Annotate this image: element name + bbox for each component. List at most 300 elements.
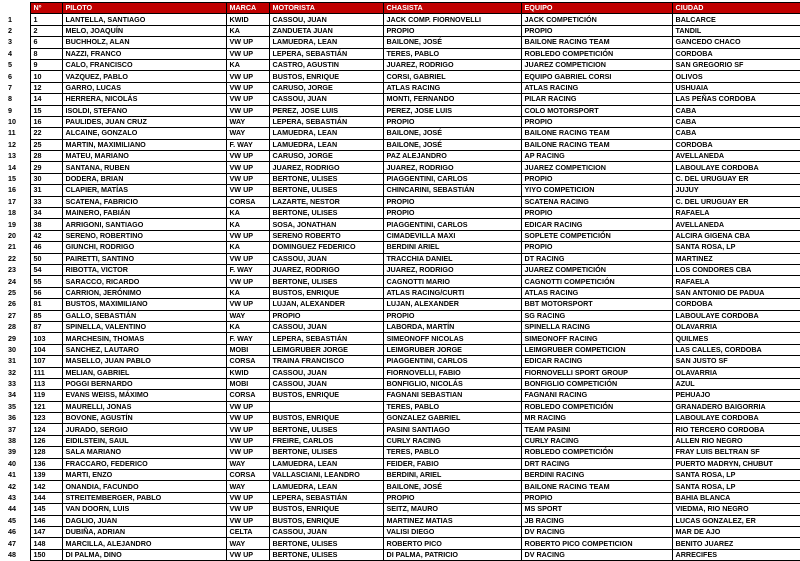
car-number-cell: 144 xyxy=(30,492,62,503)
row-index-cell: 6 xyxy=(8,71,12,81)
pilot-name-cell: ALCAINE, GONZALO xyxy=(62,128,226,139)
row-index-cell: 2 xyxy=(8,25,12,35)
team-name-cell: JUAREZ COMPETICIÓN xyxy=(521,264,672,275)
city-cell: MARTINEZ xyxy=(672,253,800,264)
table-body xyxy=(0,14,800,561)
car-number-cell: 15 xyxy=(30,105,62,116)
row-index-cell: 11 xyxy=(8,128,16,138)
engine-builder-cell: CASTRO, AGUSTIN xyxy=(269,59,383,70)
car-number-cell: 34 xyxy=(30,208,62,219)
team-name-cell: DRT RACING xyxy=(521,458,672,469)
car-brand-cell: CORSA xyxy=(226,470,269,481)
car-brand-cell: VW UP xyxy=(226,401,269,412)
city-cell: LAS CALLES, CORDOBA xyxy=(672,344,800,355)
pilot-name-cell: STREITEMBERGER, PABLO xyxy=(62,492,226,503)
table-row xyxy=(0,310,800,321)
engine-builder-cell: PROPIO xyxy=(269,310,383,321)
pilot-name-cell: SANCHEZ, LAUTARO xyxy=(62,344,226,355)
engine-builder-cell: SERENO ROBERTO xyxy=(269,230,383,241)
chassis-builder-cell: LABORDA, MARTÍN xyxy=(383,321,521,332)
city-cell: AVELLANEDA xyxy=(672,219,800,230)
row-index-cell: 48 xyxy=(8,549,16,559)
table-row xyxy=(0,151,800,162)
chassis-builder-cell: JUAREZ, RODRIGO xyxy=(383,264,521,275)
pilot-name-cell: MATEU, MARIANO xyxy=(62,151,226,162)
team-name-cell: BAILONE RACING TEAM xyxy=(521,37,672,48)
chassis-builder-cell: LEIMGRUBER JORGE xyxy=(383,344,521,355)
engine-builder-cell: CASSOU, JUAN xyxy=(269,94,383,105)
car-number-cell: 8 xyxy=(30,48,62,59)
city-cell: JUJUY xyxy=(672,185,800,196)
team-name-cell: CURLY RACING xyxy=(521,435,672,446)
row-index-cell: 31 xyxy=(8,356,16,366)
table-row xyxy=(0,515,800,526)
team-name-cell: ROBERTO PICO COMPETICION xyxy=(521,538,672,549)
chassis-builder-cell: ROBERTO PICO xyxy=(383,538,521,549)
pilot-name-cell: LANTELLA, SANTIAGO xyxy=(62,14,226,25)
city-cell: AVELLANEDA xyxy=(672,151,800,162)
car-brand-cell: VW UP xyxy=(226,151,269,162)
pilot-name-cell: BUSTOS, MAXIMILIANO xyxy=(62,299,226,310)
car-brand-cell: MOBI xyxy=(226,344,269,355)
pilot-name-cell: PAULIDES, JUAN CRUZ xyxy=(62,116,226,127)
engine-builder-cell: VALLASCIANI, LEANDRO xyxy=(269,470,383,481)
engine-builder-cell: BERTONE, ULISES xyxy=(269,424,383,435)
chassis-builder-cell: PROPIO xyxy=(383,196,521,207)
car-brand-cell: WAY xyxy=(226,538,269,549)
row-index-cell: 38 xyxy=(8,436,16,446)
city-cell: C. DEL URUGUAY ER xyxy=(672,173,800,184)
engine-builder-cell: LEIMGRUBER JORGE xyxy=(269,344,383,355)
table-row xyxy=(0,549,800,560)
row-index-cell: 26 xyxy=(8,299,16,309)
col-header-number: Nº xyxy=(30,3,62,14)
engine-builder-cell: LAZARTE, NESTOR xyxy=(269,196,383,207)
car-brand-cell: WAY xyxy=(226,128,269,139)
city-cell: LABOULAYE CORDOBA xyxy=(672,413,800,424)
row-index-cell: 28 xyxy=(8,322,16,332)
car-number-cell: 42 xyxy=(30,230,62,241)
pilot-name-cell: MARTI, ENZO xyxy=(62,470,226,481)
table-row xyxy=(0,242,800,253)
city-cell: RAFAELA xyxy=(672,208,800,219)
row-index-cell: 45 xyxy=(8,515,16,525)
team-name-cell: BBT MOTORSPORT xyxy=(521,299,672,310)
table-row xyxy=(0,356,800,367)
engine-builder-cell: CASSOU, JUAN xyxy=(269,253,383,264)
pilot-name-cell: MARTIN, MAXIMILIANO xyxy=(62,139,226,150)
table-row xyxy=(0,71,800,82)
chassis-builder-cell: CHINCARINI, SEBASTIÁN xyxy=(383,185,521,196)
engine-builder-cell: PEREZ, JOSE LUIS xyxy=(269,105,383,116)
col-header-city: CIUDAD xyxy=(672,3,800,14)
engine-builder-cell: CASSOU, JUAN xyxy=(269,367,383,378)
city-cell: ALLEN RIO NEGRO xyxy=(672,435,800,446)
team-name-cell: COLO MOTORSPORT xyxy=(521,105,672,116)
team-name-cell: PROPIO xyxy=(521,242,672,253)
engine-builder-cell: BUSTOS, ENRIQUE xyxy=(269,515,383,526)
chassis-builder-cell: TERES, PABLO xyxy=(383,48,521,59)
team-name-cell: SG RACING xyxy=(521,310,672,321)
city-cell: SANTA ROSA, LP xyxy=(672,242,800,253)
car-brand-cell: VW UP xyxy=(226,253,269,264)
city-cell: SANTA ROSA, LP xyxy=(672,470,800,481)
engine-builder-cell: BERTONE, ULISES xyxy=(269,538,383,549)
pilot-name-cell: DI PALMA, DINO xyxy=(62,549,226,560)
table-row xyxy=(0,424,800,435)
city-cell: RIO TERCERO CORDOBA xyxy=(672,424,800,435)
city-cell: CORDOBA xyxy=(672,48,800,59)
pilot-name-cell: MAURELLI, JONAS xyxy=(62,401,226,412)
engine-builder-cell: LAMUEDRA, LEAN xyxy=(269,481,383,492)
pilot-name-cell: POGGI BERNARDO xyxy=(62,378,226,389)
city-cell: SAN GREGORIO SF xyxy=(672,59,800,70)
row-index-cell: 34 xyxy=(8,390,16,400)
table-row xyxy=(0,390,800,401)
team-name-cell: PROPIO xyxy=(521,492,672,503)
engine-builder-cell: DOMINGUEZ FEDERICO xyxy=(269,242,383,253)
car-brand-cell: VW UP xyxy=(226,492,269,503)
engine-builder-cell: BUSTOS, ENRIQUE xyxy=(269,390,383,401)
city-cell: RAFAELA xyxy=(672,276,800,287)
car-brand-cell: KA xyxy=(226,59,269,70)
chassis-builder-cell: PROPIO xyxy=(383,492,521,503)
car-number-cell: 124 xyxy=(30,424,62,435)
city-cell: LOS CONDORES CBA xyxy=(672,264,800,275)
team-name-cell: JACK COMPETICIÓN xyxy=(521,14,672,25)
car-number-cell: 150 xyxy=(30,549,62,560)
car-number-cell: 128 xyxy=(30,447,62,458)
col-header-team: EQUIPO xyxy=(521,3,672,14)
chassis-builder-cell: PIAGGENTINI, CARLOS xyxy=(383,173,521,184)
car-number-cell: 1 xyxy=(30,14,62,25)
team-name-cell: SPINELLA RACING xyxy=(521,321,672,332)
car-number-cell: 145 xyxy=(30,504,62,515)
entry-table xyxy=(0,2,800,561)
city-cell: GANCEDO CHACO xyxy=(672,37,800,48)
chassis-builder-cell: BAILONE, JOSÉ xyxy=(383,128,521,139)
engine-builder-cell: BERTONE, ULISES xyxy=(269,208,383,219)
row-index-cell: 7 xyxy=(8,82,12,92)
table-row xyxy=(0,276,800,287)
city-cell: C. DEL URUGUAY ER xyxy=(672,196,800,207)
row-index-cell: 24 xyxy=(8,276,16,286)
city-cell: CABA xyxy=(672,105,800,116)
car-brand-cell: CELTA xyxy=(226,526,269,537)
row-index-cell: 46 xyxy=(8,527,16,537)
table-row xyxy=(0,264,800,275)
table-row xyxy=(0,219,800,230)
city-cell: LABOULAYE CORDOBA xyxy=(672,162,800,173)
chassis-builder-cell: BERDINI, ARIEL xyxy=(383,470,521,481)
city-cell: VIEDMA, RIO NEGRO xyxy=(672,504,800,515)
city-cell: OLAVARRIA xyxy=(672,367,800,378)
team-name-cell: DV RACING xyxy=(521,526,672,537)
pilot-name-cell: NAZZI, FRANCO xyxy=(62,48,226,59)
car-number-cell: 56 xyxy=(30,287,62,298)
chassis-builder-cell: MARTINEZ MATIAS xyxy=(383,515,521,526)
row-index-cell: 10 xyxy=(8,117,16,127)
chassis-builder-cell: PROPIO xyxy=(383,208,521,219)
car-number-cell: 29 xyxy=(30,162,62,173)
row-index-cell: 14 xyxy=(8,162,16,172)
car-brand-cell: KA xyxy=(226,219,269,230)
pilot-name-cell: GARRO, LUCAS xyxy=(62,82,226,93)
car-brand-cell: KA xyxy=(226,242,269,253)
engine-builder-cell: CASSOU, JUAN xyxy=(269,321,383,332)
team-name-cell: BERDINI RACING xyxy=(521,470,672,481)
car-brand-cell: WAY xyxy=(226,458,269,469)
team-name-cell: PROPIO xyxy=(521,25,672,36)
engine-builder-cell: LAMUEDRA, LEAN xyxy=(269,128,383,139)
pilot-name-cell: MARCHESIN, THOMAS xyxy=(62,333,226,344)
city-cell: SANTA ROSA, LP xyxy=(672,481,800,492)
col-header-chassis-builder: CHASISTA xyxy=(383,3,521,14)
team-name-cell: ATLAS RACING xyxy=(521,287,672,298)
car-brand-cell: VW UP xyxy=(226,185,269,196)
car-brand-cell: VW UP xyxy=(226,48,269,59)
city-cell: USHUAIA xyxy=(672,82,800,93)
row-index-cell: 29 xyxy=(8,333,16,343)
car-brand-cell: VW UP xyxy=(226,230,269,241)
team-name-cell: BONFIGLIO COMPETICIÓN xyxy=(521,378,672,389)
car-number-cell: 6 xyxy=(30,37,62,48)
car-brand-cell: KWID xyxy=(226,367,269,378)
col-header-pilot: PILOTO xyxy=(62,3,226,14)
row-index-cell: 25 xyxy=(8,287,16,297)
chassis-builder-cell: ATLAS RACING xyxy=(383,82,521,93)
city-cell: AZUL xyxy=(672,378,800,389)
chassis-builder-cell: CURLY RACING xyxy=(383,435,521,446)
row-index-cell: 19 xyxy=(8,219,16,229)
car-number-cell: 85 xyxy=(30,310,62,321)
car-brand-cell: KA xyxy=(226,208,269,219)
chassis-builder-cell: JUAREZ, RODRIGO xyxy=(383,162,521,173)
car-number-cell: 50 xyxy=(30,253,62,264)
pilot-name-cell: DUBIÑA, ADRIAN xyxy=(62,526,226,537)
row-index-cell: 9 xyxy=(8,105,12,115)
city-cell: LUCAS GONZALEZ, ER xyxy=(672,515,800,526)
car-brand-cell: KA xyxy=(226,287,269,298)
table-row xyxy=(0,526,800,537)
car-brand-cell: F. WAY xyxy=(226,264,269,275)
engine-builder-cell: LUJAN, ALEXANDER xyxy=(269,299,383,310)
car-brand-cell: VW UP xyxy=(226,71,269,82)
city-cell: CORDOBA xyxy=(672,139,800,150)
engine-builder-cell: BUSTOS, ENRIQUE xyxy=(269,71,383,82)
chassis-builder-cell: BERDINI ARIEL xyxy=(383,242,521,253)
chassis-builder-cell: FAGNANI SEBASTIAN xyxy=(383,390,521,401)
engine-builder-cell: LAMUEDRA, LEAN xyxy=(269,139,383,150)
car-number-cell: 28 xyxy=(30,151,62,162)
engine-builder-cell: CASSOU, JUAN xyxy=(269,378,383,389)
row-index-cell: 44 xyxy=(8,504,16,514)
engine-builder-cell: BUSTOS, ENRIQUE xyxy=(269,413,383,424)
chassis-builder-cell: BAILONE, JOSÉ xyxy=(383,37,521,48)
car-number-cell: 14 xyxy=(30,94,62,105)
car-number-cell: 126 xyxy=(30,435,62,446)
engine-builder-cell: LEPERA, SEBASTIÁN xyxy=(269,116,383,127)
chassis-builder-cell: PROPIO xyxy=(383,116,521,127)
engine-builder-cell: BERTONE, ULISES xyxy=(269,173,383,184)
row-index-cell: 3 xyxy=(8,37,12,47)
team-name-cell: ROBLEDO COMPETICIÓN xyxy=(521,447,672,458)
engine-builder-cell: LAMUEDRA, LEAN xyxy=(269,37,383,48)
city-cell: TANDIL xyxy=(672,25,800,36)
city-cell: FRAY LUIS BELTRAN SF xyxy=(672,447,800,458)
chassis-builder-cell: JACK COMP. FIORNOVELLI xyxy=(383,14,521,25)
car-brand-cell: VW UP xyxy=(226,82,269,93)
col-header-engine-builder: MOTORISTA xyxy=(269,3,383,14)
table-row xyxy=(0,470,800,481)
table-row xyxy=(0,94,800,105)
row-index-cell: 15 xyxy=(8,174,16,184)
car-brand-cell: WAY xyxy=(226,310,269,321)
team-name-cell: SCATENA RACING xyxy=(521,196,672,207)
engine-builder-cell: CASSOU, JUAN xyxy=(269,14,383,25)
chassis-builder-cell: CAGNOTTI MARIO xyxy=(383,276,521,287)
engine-builder-cell: LAMUEDRA, LEAN xyxy=(269,458,383,469)
table-row xyxy=(0,173,800,184)
city-cell: OLAVARRIA xyxy=(672,321,800,332)
team-name-cell: DT RACING xyxy=(521,253,672,264)
car-number-cell: 87 xyxy=(30,321,62,332)
table-row xyxy=(0,25,800,36)
car-number-cell: 33 xyxy=(30,196,62,207)
team-name-cell: AP RACING xyxy=(521,151,672,162)
car-number-cell: 10 xyxy=(30,71,62,82)
team-name-cell: FIORNOVELLI SPORT GROUP xyxy=(521,367,672,378)
row-index-cell: 39 xyxy=(8,447,16,457)
chassis-builder-cell: TRACCHIA DANIEL xyxy=(383,253,521,264)
chassis-builder-cell: ATLAS RACING/CURTI xyxy=(383,287,521,298)
engine-builder-cell: LEPERA, SEBASTIÁN xyxy=(269,492,383,503)
table-row xyxy=(0,162,800,173)
engine-builder-cell: BUSTOS, ENRIQUE xyxy=(269,287,383,298)
engine-builder-cell: JUAREZ, RODRIGO xyxy=(269,264,383,275)
car-number-cell: 121 xyxy=(30,401,62,412)
table-row xyxy=(0,139,800,150)
team-name-cell: BAILONE RACING TEAM xyxy=(521,139,672,150)
pilot-name-cell: SANTANA, RUBEN xyxy=(62,162,226,173)
team-name-cell: MR RACING xyxy=(521,413,672,424)
car-brand-cell: KWID xyxy=(226,14,269,25)
car-brand-cell: VW UP xyxy=(226,549,269,560)
car-number-cell: 147 xyxy=(30,526,62,537)
engine-builder-cell: CARUSO, JORGE xyxy=(269,151,383,162)
car-number-cell: 139 xyxy=(30,470,62,481)
engine-builder-cell: CARUSO, JORGE xyxy=(269,82,383,93)
pilot-name-cell: PAIRETTI, SANTINO xyxy=(62,253,226,264)
car-number-cell: 142 xyxy=(30,481,62,492)
table-row xyxy=(0,413,800,424)
engine-builder-cell: BERTONE, ULISES xyxy=(269,447,383,458)
pilot-name-cell: DAGLIO, JUAN xyxy=(62,515,226,526)
car-brand-cell: CORSA xyxy=(226,390,269,401)
pilot-name-cell: VAZQUEZ, PABLO xyxy=(62,71,226,82)
pilot-name-cell: CALO, FRANCISCO xyxy=(62,59,226,70)
city-cell: PUERTO MADRYN, CHUBUT xyxy=(672,458,800,469)
row-index-cell: 1 xyxy=(8,14,12,24)
chassis-builder-cell: BAILONE, JOSÉ xyxy=(383,481,521,492)
city-cell: SAN JUSTO SF xyxy=(672,356,800,367)
team-name-cell: JUAREZ COMPETICION xyxy=(521,162,672,173)
city-cell: BENITO JUAREZ xyxy=(672,538,800,549)
row-index-cell: 27 xyxy=(8,310,16,320)
chassis-builder-cell: TERES, PABLO xyxy=(383,447,521,458)
city-cell: GRANADERO BAIGORRIA xyxy=(672,401,800,412)
car-number-cell: 107 xyxy=(30,356,62,367)
row-index-cell: 13 xyxy=(8,151,16,161)
pilot-name-cell: ARRIGONI, SANTIAGO xyxy=(62,219,226,230)
table-row xyxy=(0,299,800,310)
team-name-cell: TEAM PASINI xyxy=(521,424,672,435)
team-name-cell: FAGNANI RACING xyxy=(521,390,672,401)
row-index-cell: 32 xyxy=(8,367,16,377)
car-number-cell: 119 xyxy=(30,390,62,401)
city-cell: PEHUAJO xyxy=(672,390,800,401)
team-name-cell: PILAR RACING xyxy=(521,94,672,105)
row-index-cell: 22 xyxy=(8,253,16,263)
car-brand-cell: CORSA xyxy=(226,356,269,367)
pilot-name-cell: MAINERO, FABIÁN xyxy=(62,208,226,219)
engine-builder-cell: LEPERA, SEBASTIÁN xyxy=(269,48,383,59)
row-index-cell: 5 xyxy=(8,60,12,70)
row-index-cell: 21 xyxy=(8,242,16,252)
city-cell: OLIVOS xyxy=(672,71,800,82)
row-index-cell: 42 xyxy=(8,481,16,491)
engine-builder-cell: BERTONE, ULISES xyxy=(269,185,383,196)
car-number-cell: 30 xyxy=(30,173,62,184)
row-index-cell: 20 xyxy=(8,231,16,240)
pilot-name-cell: SPINELLA, VALENTINO xyxy=(62,321,226,332)
car-brand-cell: F. WAY xyxy=(226,139,269,150)
car-number-cell: 25 xyxy=(30,139,62,150)
pilot-name-cell: VAN DOORN, LUIS xyxy=(62,504,226,515)
team-name-cell: ROBLEDO COMPETICIÓN xyxy=(521,48,672,59)
pilot-name-cell: MELIAN, GABRIEL xyxy=(62,367,226,378)
table-row xyxy=(0,538,800,549)
table-row xyxy=(0,59,800,70)
row-index-header xyxy=(0,3,30,14)
city-cell: CABA xyxy=(672,128,800,139)
chassis-builder-cell: GONZALEZ GABRIEL xyxy=(383,413,521,424)
car-number-cell: 104 xyxy=(30,344,62,355)
car-brand-cell: VW UP xyxy=(226,105,269,116)
engine-builder-cell: BERTONE, ULISES xyxy=(269,549,383,560)
pilot-name-cell: MARCILLA, ALEJANDRO xyxy=(62,538,226,549)
pilot-name-cell: BOVONE, AGUSTÍN xyxy=(62,413,226,424)
chassis-builder-cell: PEREZ, JOSE LUIS xyxy=(383,105,521,116)
team-name-cell: LEIMGRUBER COMPETICION xyxy=(521,344,672,355)
chassis-builder-cell: BAILONE, JOSÉ xyxy=(383,139,521,150)
engine-builder-cell: LEPERA, SEBASTIÁN xyxy=(269,333,383,344)
team-name-cell: SOPLETE COMPETICIÓN xyxy=(521,230,672,241)
team-name-cell: YIYO COMPETICION xyxy=(521,185,672,196)
car-brand-cell: VW UP xyxy=(226,435,269,446)
row-index-cell: 18 xyxy=(8,208,16,218)
table-row xyxy=(0,208,800,219)
table-row xyxy=(0,492,800,503)
chassis-builder-cell: PASINI SANTIAGO xyxy=(383,424,521,435)
table-row xyxy=(0,116,800,127)
car-brand-cell: VW UP xyxy=(226,413,269,424)
city-cell: BALCARCE xyxy=(672,14,800,25)
chassis-builder-cell: PROPIO xyxy=(383,310,521,321)
car-number-cell: 38 xyxy=(30,219,62,230)
entry-list xyxy=(0,2,800,561)
chassis-builder-cell: CORSI, GABRIEL xyxy=(383,71,521,82)
